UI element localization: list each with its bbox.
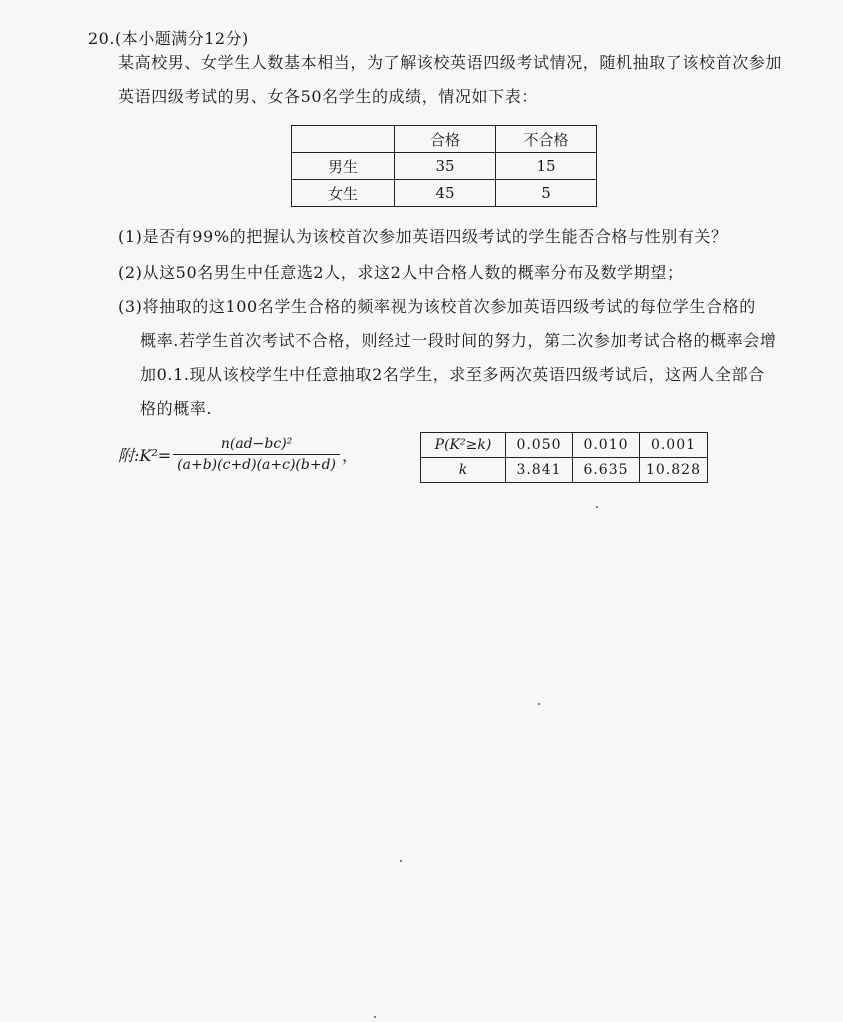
grade-table-corner xyxy=(292,126,395,153)
formula-numerator: n(ad−bc)² xyxy=(220,436,293,452)
k-table-prob-label: P(K²≥k) xyxy=(421,433,506,458)
female-pass-count: 45 xyxy=(395,180,496,207)
k-table-k-1: 3.841 xyxy=(506,458,573,483)
table-row xyxy=(421,433,708,458)
formula-prefix: 附:K²= xyxy=(118,446,172,465)
question-3-line-4: 格的概率. xyxy=(140,399,213,418)
question-3-line-2: 概率.若学生首次考试不合格，则经过一段时间的努力，第二次参加考试合格的概率会增 xyxy=(140,331,777,350)
problem-intro xyxy=(118,46,788,114)
row-label-female: 女生 xyxy=(292,180,395,207)
k-table-k-label: k xyxy=(421,458,506,483)
k-squared-formula xyxy=(118,436,358,473)
intro-line-1: 某高校男、女学生人数基本相当，为了解该校英语四级考试情况，随机抽取了该校首次参加 xyxy=(118,53,783,72)
k-table-prob-2: 0.010 xyxy=(573,433,640,458)
row-label-male: 男生 xyxy=(292,153,395,180)
scan-speck xyxy=(400,860,402,862)
formula-denominator: (a+b)(c+d)(a+c)(b+d) xyxy=(173,454,340,473)
female-fail-count: 5 xyxy=(496,180,597,207)
grade-table-header-fail: 不合格 xyxy=(496,126,597,153)
male-pass-count: 35 xyxy=(395,153,496,180)
question-1: (1)是否有99%的把握认为该校首次参加英语四级考试的学生能否合格与性别有关？ xyxy=(118,227,728,246)
table-row xyxy=(421,458,708,483)
question-3-line-1: (3)将抽取的这100名学生合格的频率视为该校首次参加英语四级考试的每位学生合格的 xyxy=(118,297,756,316)
grade-table xyxy=(291,125,597,207)
problem-header: 20.(本小题满分12分) xyxy=(88,29,249,48)
question-3-line-3: 加0.1.现从该校学生中任意抽取2名学生，求至多两次英语四级考试后，这两人全部合 xyxy=(140,365,765,384)
table-row xyxy=(292,153,597,180)
grade-table-header-pass: 合格 xyxy=(395,126,496,153)
scan-speck xyxy=(538,703,540,705)
grade-table-header-row xyxy=(292,126,597,153)
k-table-k-3: 10.828 xyxy=(640,458,708,483)
k-table-prob-1: 0.050 xyxy=(506,433,573,458)
table-row xyxy=(292,180,597,207)
male-fail-count: 15 xyxy=(496,153,597,180)
k-table-prob-3: 0.001 xyxy=(640,433,708,458)
question-3 xyxy=(118,290,788,426)
k-table-k-2: 6.635 xyxy=(573,458,640,483)
scan-speck xyxy=(374,1016,376,1018)
scan-speck xyxy=(596,506,598,508)
formula-fraction xyxy=(173,436,340,473)
formula-suffix: ， xyxy=(342,446,359,465)
critical-value-table xyxy=(420,432,708,483)
intro-line-2: 英语四级考试的男、女各50名学生的成绩，情况如下表： xyxy=(118,87,538,106)
question-2: (2)从这50名男生中任意选2人，求这2人中合格人数的概率分布及数学期望； xyxy=(118,263,684,282)
